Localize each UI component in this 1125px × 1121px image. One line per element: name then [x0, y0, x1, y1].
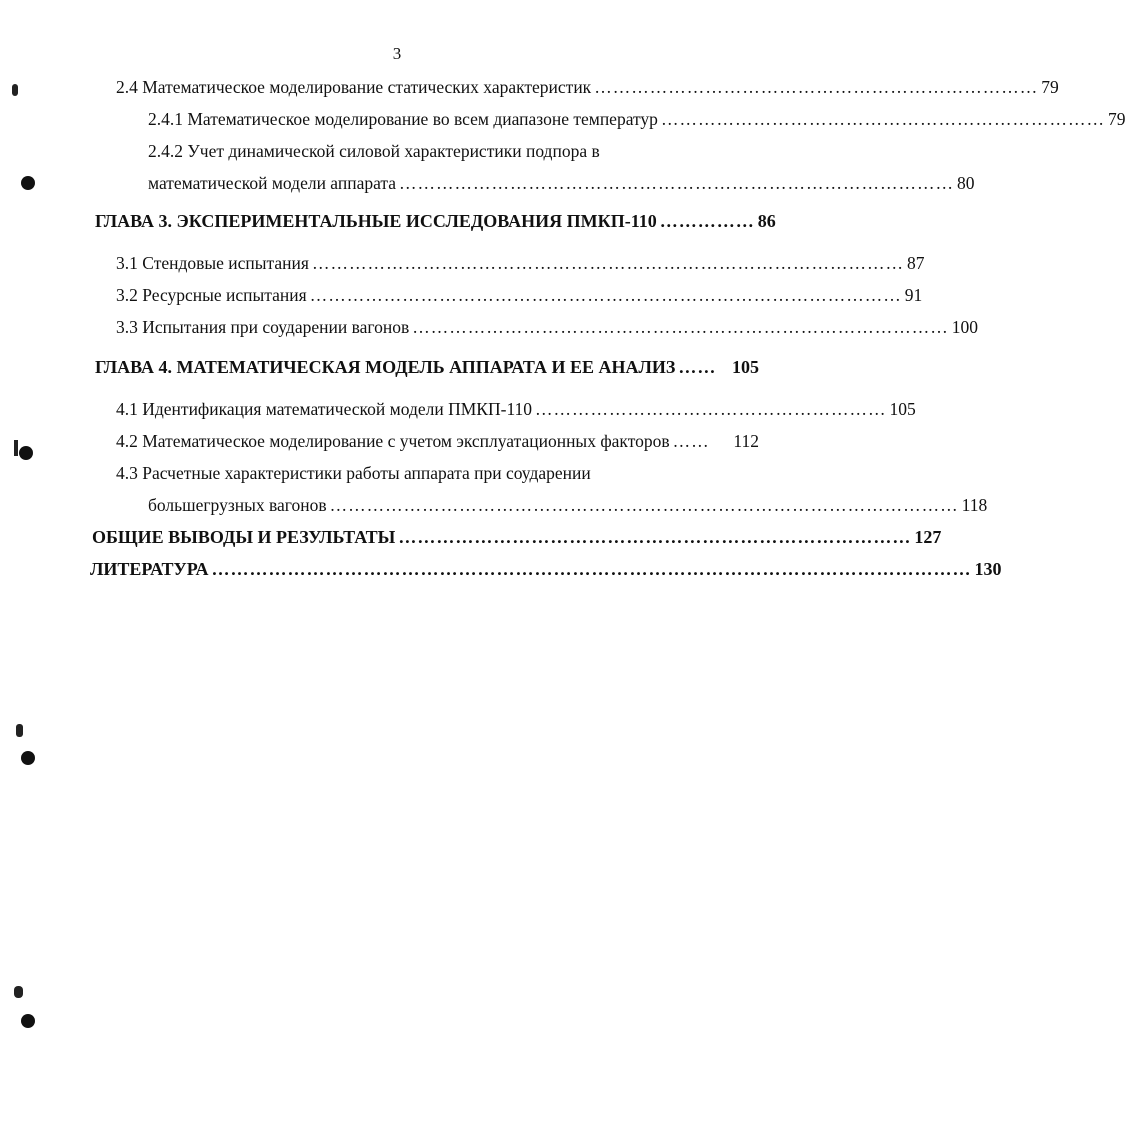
toc-entry-title: ГЛАВА 3. ЭКСПЕРИМЕНТАЛЬНЫЕ ИССЛЕДОВАНИЯ ПМКП-110 — [95, 211, 657, 231]
toc-entry-page: 105 — [732, 357, 759, 377]
toc-entry-2-4-2-line1: 2.4.2 Учет динамической силовой характеристики подпора в — [148, 141, 600, 161]
leader-dots: …………… — [659, 211, 755, 231]
binder-hole-mark — [21, 1014, 35, 1028]
toc-entry-page: 127 — [914, 527, 942, 547]
toc-chapter-3[interactable] — [95, 210, 776, 232]
leader-dots: …………………………………………………………………………………… — [309, 285, 902, 305]
toc-entry-title: 3.2 Ресурсные испытания — [116, 285, 307, 305]
toc-entry-3-2[interactable] — [116, 284, 923, 306]
toc-entry-3-1[interactable] — [116, 252, 925, 274]
toc-entry-title: 4.2 Математическое моделирование с учетом эксплуатационных факторов — [116, 431, 670, 451]
toc-entry-title: 3.1 Стендовые испытания — [116, 253, 309, 273]
toc-entry-title: большегрузных вагонов — [148, 495, 327, 515]
scan-mark — [14, 986, 23, 998]
toc-entry-page: 80 — [957, 173, 975, 193]
toc-entry-page: 118 — [961, 495, 988, 515]
toc-entry-page: 112 — [733, 431, 759, 451]
toc-entry-title: ОБЩИЕ ВЫВОДЫ И РЕЗУЛЬТАТЫ — [92, 527, 396, 547]
toc-entry-2-4[interactable] — [116, 76, 1059, 98]
binder-hole-mark — [21, 176, 35, 190]
toc-literature[interactable] — [90, 558, 1002, 580]
toc-conclusions[interactable] — [92, 526, 942, 548]
toc-entry-4-3[interactable] — [148, 494, 988, 516]
toc-entry-4-3-line1: 4.3 Расчетные характеристики работы аппарата при соударении — [116, 463, 591, 483]
toc-entry-page: 86 — [757, 211, 776, 231]
toc-chapter-4[interactable] — [95, 356, 759, 378]
toc-entry-title: 3.3 Испытания при соударении вагонов — [116, 317, 410, 337]
toc-entry-title: 4.1 Идентификация математической модели ПМКП-110 — [116, 399, 533, 419]
leader-dots: ……………………………………………………………… — [594, 77, 1039, 97]
scan-mark — [16, 724, 23, 737]
toc-entry-title: ГЛАВА 4. МАТЕМАТИЧЕСКАЯ МОДЕЛЬ АППАРАТА И ЕЕ АНАЛИЗ — [95, 357, 676, 377]
toc-entry-title: ЛИТЕРАТУРА — [90, 559, 209, 579]
binder-hole-mark — [19, 446, 33, 460]
toc-entry-2-4-1[interactable] — [148, 108, 1125, 130]
toc-entry-page: 105 — [889, 399, 916, 419]
toc-entry-4-2[interactable] — [116, 430, 759, 452]
leader-dots: …… — [678, 357, 717, 377]
leader-dots: ……………………………………………………………………… — [398, 527, 912, 547]
toc-entry-title: 2.4 Математическое моделирование статических характеристик — [116, 77, 592, 97]
toc-entry-3-3[interactable] — [116, 316, 978, 338]
leader-dots: ……………………………………………………………………………… — [399, 173, 955, 193]
leader-dots: …………………………………………………………………………… — [412, 317, 949, 337]
leader-dots: ……………………………………………………………… — [660, 109, 1105, 129]
page-number: 3 — [392, 44, 402, 63]
leader-dots: …… — [672, 431, 710, 451]
toc-entry-page: 79 — [1107, 109, 1125, 129]
toc-entry-page: 91 — [904, 285, 923, 305]
toc-entry-page: 87 — [906, 253, 925, 273]
toc-entry-title: 2.4.1 Математическое моделирование во всем диапазоне температур — [148, 109, 658, 129]
toc-entry-page: 130 — [974, 559, 1002, 579]
toc-entry-2-4-2[interactable] — [148, 172, 975, 194]
scan-mark — [12, 84, 18, 96]
leader-dots: …………………………………………………………………………………… — [311, 253, 904, 273]
leader-dots: ………………………………………………………………………………………… — [329, 495, 959, 515]
leader-dots: ………………………………………………… — [535, 399, 887, 419]
binder-hole-mark — [21, 751, 35, 765]
leader-dots: ………………………………………………………………………………………………………… — [211, 559, 972, 579]
toc-entry-4-1[interactable] — [116, 398, 916, 420]
toc-entry-page: 79 — [1041, 77, 1059, 97]
toc-entry-page: 100 — [951, 317, 978, 337]
scan-mark — [14, 440, 18, 456]
toc-entry-title: математической модели аппарата — [148, 173, 397, 193]
